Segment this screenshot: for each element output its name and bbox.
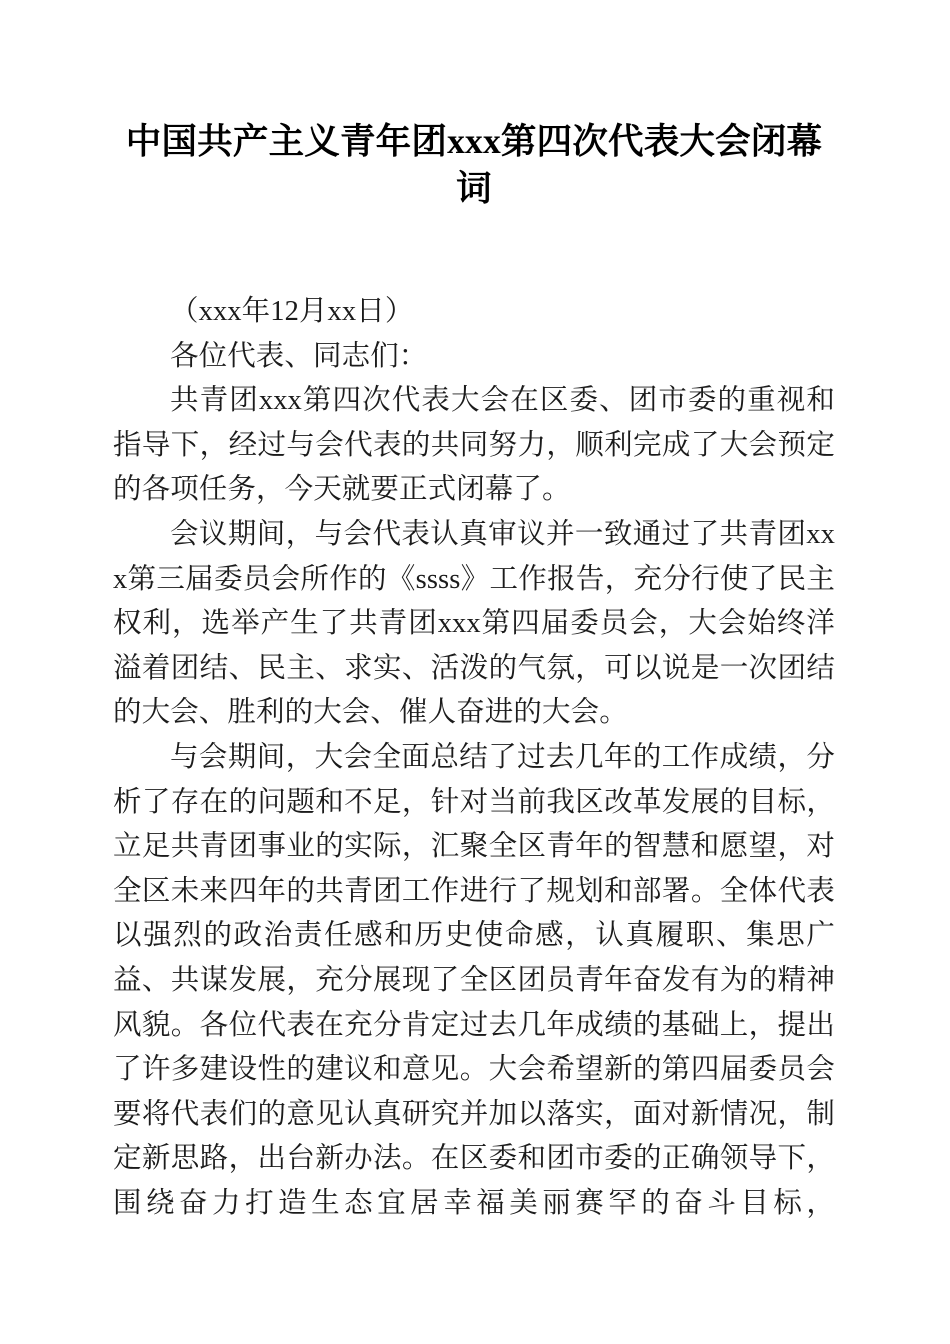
document-salutation: 各位代表、同志们： <box>170 340 428 372</box>
page-title: 中国共产主义青年团xxx第四次代表大会闭幕词 <box>125 121 823 208</box>
title-body-spacer <box>113 212 835 290</box>
body-paragraph-3: 与会期间，大会全面总结了过去几年的工作成绩，分析了存在的问题和不足，针对当前我区改革发展的目标，立足共青团事业的实际，汇聚全区青年的智慧和愿望，对全区未来四年的共青团工作进行了规划和部署。全体代表以强烈的政治责任感和历史使命感，认真履职、集思广益、共谋发展，充分展现了全区团员青年奋发有为的精神风貌。各位代表在充分肯定过去几年成绩的基础上，提出了许多建设性的建议和意见。大会希望新的第四届委员会要将代表们的意见认真研究并加以落实，面对新情况，制定新思路，出台新办法。在区委和团市委的正确领导下，围绕奋力打造生态宜居幸福美丽赛罕的奋斗目标， <box>113 741 835 1219</box>
document-date-line: （xxx年12月xx日） <box>170 296 414 327</box>
document-content <box>113 118 835 1226</box>
body-paragraph-2: 会议期间，与会代表认真审议并一致通过了共青团xxx第三届委员会所作的《ssss》工作报告，充分行使了民主权利，选举产生了共青团xxx第四届委员会，大会始终洋溢着团结、民主、求实、活泼的气氛，可以说是一次团结的大会、胜利的大会、催人奋进的大会。 <box>113 518 835 729</box>
document-body <box>113 290 835 1226</box>
body-paragraph-1: 共青团xxx第四次代表大会在区委、团市委的重视和指导下，经过与会代表的共同努力，顺利完成了大会预定的各项任务，今天就要正式闭幕了。 <box>113 385 835 506</box>
